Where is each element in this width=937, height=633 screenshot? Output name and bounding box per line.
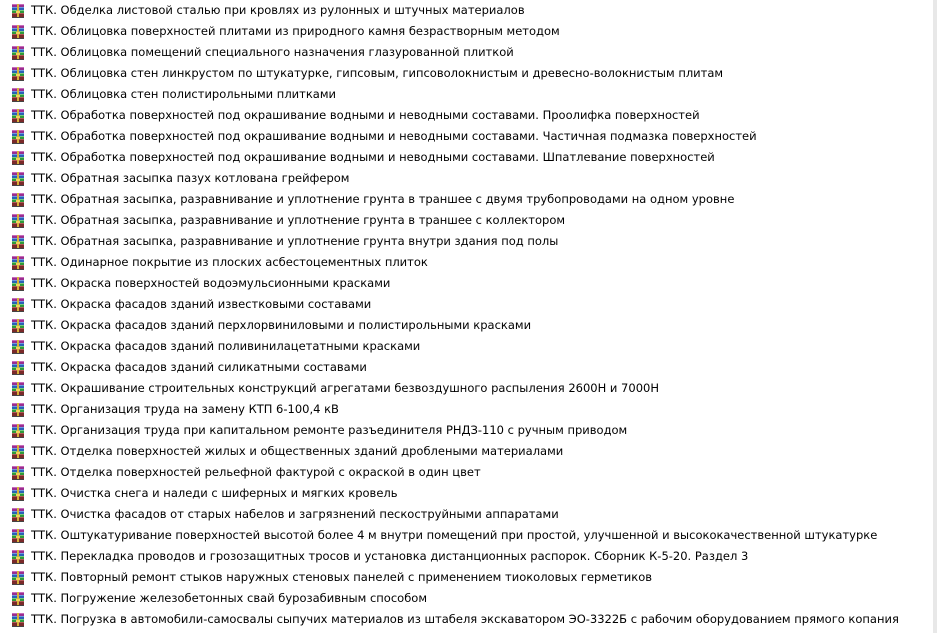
- winrar-archive-icon: [10, 24, 26, 40]
- file-row[interactable]: [0, 546, 937, 567]
- winrar-archive-icon: [10, 444, 26, 460]
- file-row[interactable]: [0, 462, 937, 483]
- file-label: ТТК. Обработка поверхностей под окрашивание водными и неводными составами. Частичная подмазка поверхностей: [31, 129, 757, 143]
- winrar-archive-icon: [10, 381, 26, 397]
- file-row[interactable]: [0, 504, 937, 525]
- file-row[interactable]: [0, 63, 937, 84]
- file-label: ТТК. Погрузка в автомобили-самосвалы сыпучих материалов из штабеля экскаватором ЭО-3322Б с рабочим оборудованием прямого копания: [31, 612, 899, 626]
- file-label: ТТК. Обработка поверхностей под окрашивание водными и неводными составами. Проолифка поверхностей: [31, 108, 700, 122]
- winrar-archive-icon: [10, 360, 26, 376]
- winrar-archive-icon: [10, 528, 26, 544]
- file-label: ТТК. Повторный ремонт стыков наружных стеновых панелей с применением тиоколовых герметиков: [31, 570, 653, 584]
- winrar-archive-icon: [10, 339, 26, 355]
- winrar-archive-icon: [10, 150, 26, 166]
- winrar-archive-icon: [10, 486, 26, 502]
- winrar-archive-icon: [10, 612, 26, 628]
- winrar-archive-icon: [10, 192, 26, 208]
- winrar-archive-icon: [10, 171, 26, 187]
- file-row[interactable]: [0, 567, 937, 588]
- file-label: ТТК. Окраска фасадов зданий поливинилацетатными красками: [31, 339, 421, 353]
- file-label: ТТК. Отделка поверхностей рельефной фактурой с окраской в один цвет: [31, 465, 481, 479]
- file-label: ТТК. Окраска фасадов зданий известковыми составами: [31, 297, 372, 311]
- file-label: ТТК. Организация труда при капитальном ремонте разъединителя РНДЗ-110 с ручным приводом: [31, 423, 628, 437]
- file-label: ТТК. Облицовка стен полистирольными плитками: [31, 87, 336, 101]
- file-label: ТТК. Очистка фасадов от старых набелов и загрязнений пескоструйными аппаратами: [31, 507, 559, 521]
- file-label: ТТК. Обратная засыпка, разравнивание и уплотнение грунта внутри здания под полы: [31, 234, 559, 248]
- file-row[interactable]: [0, 231, 937, 252]
- winrar-archive-icon: [10, 3, 26, 19]
- file-label: ТТК. Погружение железобетонных свай бурозабивным способом: [31, 591, 427, 605]
- file-row[interactable]: [0, 84, 937, 105]
- winrar-archive-icon: [10, 549, 26, 565]
- file-label: ТТК. Окраска поверхностей водоэмульсионными красками: [31, 276, 391, 290]
- file-row[interactable]: [0, 252, 937, 273]
- winrar-archive-icon: [10, 108, 26, 124]
- file-label: ТТК. Облицовка стен линкрустом по штукатурке, гипсовым, гипсоволокнистым и древесно-волокнистым плитам: [31, 66, 724, 80]
- file-row[interactable]: [0, 441, 937, 462]
- file-row[interactable]: [0, 420, 937, 441]
- file-row[interactable]: [0, 210, 937, 231]
- scrollbar-edge[interactable]: [933, 0, 937, 633]
- file-row[interactable]: [0, 126, 937, 147]
- file-label: ТТК. Окраска фасадов зданий перхлорвиниловыми и полистирольными красками: [31, 318, 532, 332]
- file-row[interactable]: [0, 105, 937, 126]
- file-label: ТТК. Окраска фасадов зданий силикатными составами: [31, 360, 367, 374]
- winrar-archive-icon: [10, 129, 26, 145]
- winrar-archive-icon: [10, 213, 26, 229]
- file-row[interactable]: [0, 399, 937, 420]
- winrar-archive-icon: [10, 87, 26, 103]
- file-row[interactable]: [0, 609, 937, 630]
- file-label: ТТК. Облицовка помещений специального назначения глазурованной плиткой: [31, 45, 514, 59]
- file-label: ТТК. Обратная засыпка, разравнивание и уплотнение грунта в траншее с коллектором: [31, 213, 566, 227]
- file-row[interactable]: [0, 21, 937, 42]
- file-row[interactable]: [0, 147, 937, 168]
- file-row[interactable]: [0, 168, 937, 189]
- file-row[interactable]: [0, 0, 937, 21]
- file-label: ТТК. Обработка поверхностей под окрашивание водными и неводными составами. Шпатлевание поверхностей: [31, 150, 715, 164]
- file-label: ТТК. Отделка поверхностей жилых и общественных зданий дроблеными материалами: [31, 444, 564, 458]
- winrar-archive-icon: [10, 591, 26, 607]
- winrar-archive-icon: [10, 423, 26, 439]
- file-label: ТТК. Очистка снега и наледи с шиферных и мягких кровель: [31, 486, 398, 500]
- file-row[interactable]: [0, 42, 937, 63]
- file-label: ТТК. Обратная засыпка, разравнивание и уплотнение грунта в траншее с двумя трубопроводами на одном уровне: [31, 192, 735, 206]
- file-label: ТТК. Обратная засыпка пазух котлована грейфером: [31, 171, 350, 185]
- file-label: ТТК. Обделка листовой сталью при кровлях из рулонных и штучных материалов: [31, 3, 525, 17]
- file-label: ТТК. Оштукатуривание поверхностей высотой более 4 м внутри помещений при простой, улучшенной и высококачественной штукатурке: [31, 528, 878, 542]
- file-row[interactable]: [0, 588, 937, 609]
- file-label: ТТК. Облицовка поверхностей плитами из природного камня безрастворным методом: [31, 24, 560, 38]
- file-label: ТТК. Организация труда на замену КТП 6-100,4 кВ: [31, 402, 339, 416]
- file-row[interactable]: [0, 336, 937, 357]
- file-label: ТТК. Окрашивание строительных конструкций агрегатами безвоздушного распыления 2600Н и 7000Н: [31, 381, 659, 395]
- winrar-archive-icon: [10, 234, 26, 250]
- file-row[interactable]: [0, 378, 937, 399]
- winrar-archive-icon: [10, 507, 26, 523]
- winrar-archive-icon: [10, 570, 26, 586]
- file-row[interactable]: [0, 483, 937, 504]
- winrar-archive-icon: [10, 465, 26, 481]
- file-row[interactable]: [0, 273, 937, 294]
- file-row[interactable]: [0, 525, 937, 546]
- winrar-archive-icon: [10, 255, 26, 271]
- winrar-archive-icon: [10, 66, 26, 82]
- file-row[interactable]: [0, 189, 937, 210]
- file-label: ТТК. Перекладка проводов и грозозащитных тросов и установка дистанционных распорок. Сборник К-5-20. Раздел 3: [31, 549, 749, 563]
- file-label: ТТК. Одинарное покрытие из плоских асбестоцементных плиток: [31, 255, 428, 269]
- file-row[interactable]: [0, 294, 937, 315]
- file-row[interactable]: [0, 315, 937, 336]
- winrar-archive-icon: [10, 297, 26, 313]
- file-row[interactable]: [0, 357, 937, 378]
- winrar-archive-icon: [10, 276, 26, 292]
- winrar-archive-icon: [10, 318, 26, 334]
- winrar-archive-icon: [10, 402, 26, 418]
- winrar-archive-icon: [10, 45, 26, 61]
